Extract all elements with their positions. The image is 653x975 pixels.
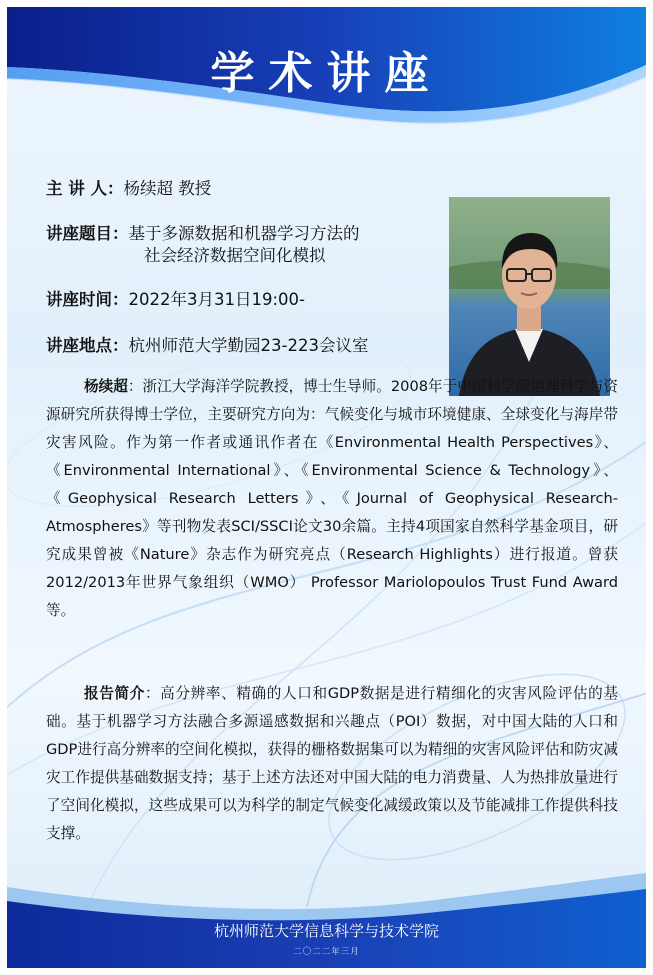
place-label: 讲座地点： (46, 336, 129, 355)
abstract-text: ：高分辨率、精确的人口和GDP数据是进行精细化的灾害风险评估的基础。基于机器学习方法融合多源遥感数据和兴趣点（POI）数据，对中国大陆的人口和GDP进行高分辨率的空间化模拟，获得的栅格数据集可以为精细的灾害风险评估和防灾减灾工作提供基础数据支持；基于上述方法还对中国大陆的电力消费量、人为热排放量进行了空间化模拟，这些成果可以为科学的制定气候变化减缓政策以及节能减排工作提供科技支撑。 (46, 685, 618, 842)
lecture-poster (7, 7, 646, 968)
speaker-photo (449, 197, 610, 396)
time-label: 讲座时间： (46, 290, 129, 309)
bio-text: ：浙江大学海洋学院教授，博士生导师。2008年于中国科学院地理科学与资源研究所获得博士学位，主要研究方向为：气候变化与城市环境健康、全球变化与海岸带灾害风险。作为第一作者或通讯作者在《Environmental Health Perspectives》、《Environmental International》、《Environmental Science & Technology》、《Geophysical Research Letters》、《Journal of Geophysical Research-Atmospheres》等刊物发表SCI/SSCI论文30余篇。主持4项国家自然科学基金项目，研究成果曾被《Nature》杂志作为研究亮点（Research Highlights）进行报道。曾获2012/2013年世界气象组织（WMO） Professor Mariolopoulos Trust Fund Award等。 (46, 378, 618, 619)
bio-lead: 杨续超 (84, 378, 128, 395)
footer-date: 二〇二二年三月 (293, 947, 360, 957)
topic-value-line1: 基于多源数据和机器学习方法的 (128, 224, 360, 243)
poster-title: 学术讲座 (210, 48, 443, 99)
topic-value-line2: 社会经济数据空间化模拟 (144, 246, 326, 265)
topic-label: 讲座题目： (46, 224, 129, 243)
speaker-bio (46, 373, 618, 625)
footer-organization: 杭州师范大学信息科学与技术学院 (213, 922, 439, 940)
time-value: 2022年3月31日19:00- (128, 290, 305, 309)
speaker-label: 主 讲 人： (46, 179, 124, 198)
place-row (46, 335, 368, 357)
topic-row (46, 223, 360, 245)
speaker-row (46, 178, 211, 200)
speaker-value: 杨续超 教授 (123, 179, 212, 198)
place-value: 杭州师范大学勤园23-223会议室 (128, 336, 369, 355)
time-row (46, 289, 305, 311)
abstract-lead: 报告简介 (84, 685, 145, 702)
lecture-abstract (46, 680, 618, 848)
